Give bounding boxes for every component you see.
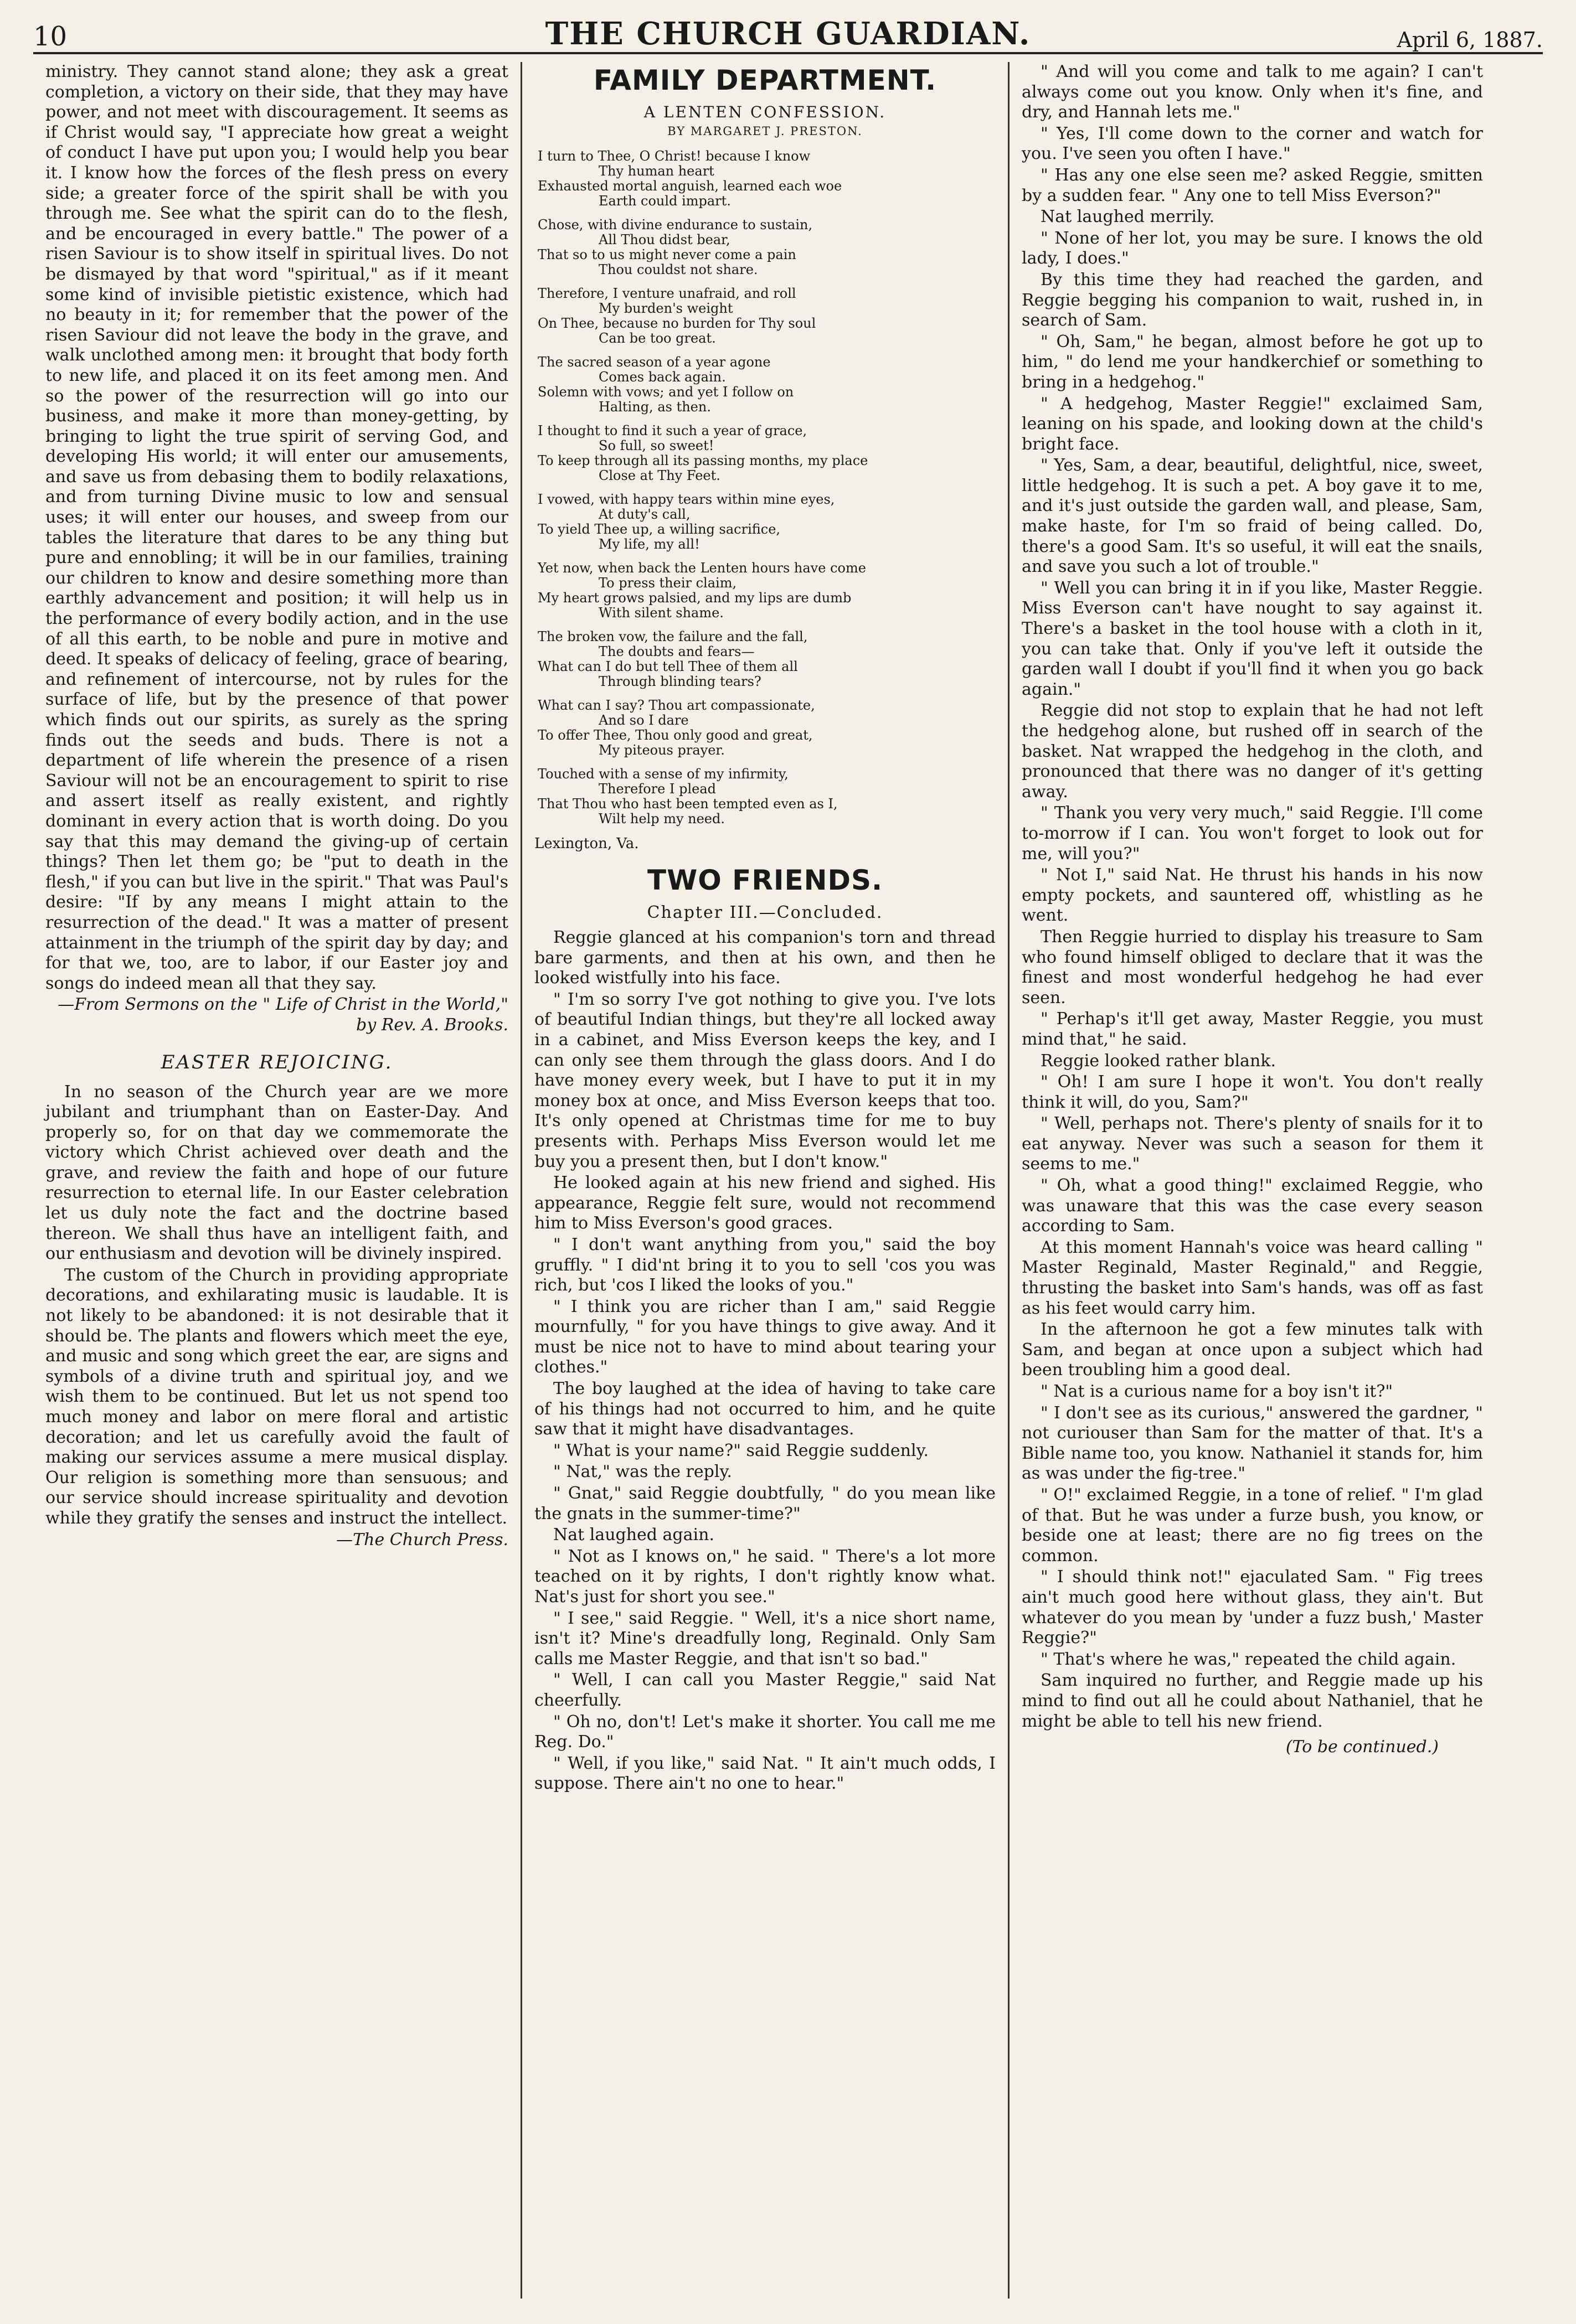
story-chapter: Chapter III.—Concluded. bbox=[647, 903, 883, 922]
paragraph: " I think you are richer than I am," said Reggie mournfully, " for you have things to give away. And it must be nice not to have to mind about tearing your clothes." bbox=[534, 1297, 996, 1377]
easter-heading: EASTER REJOICING. bbox=[161, 1051, 393, 1073]
paragraph: " Thank you very very much," said Reggie. I'll come to-morrow if I can. You won't forget to look out for me, will you?" bbox=[1022, 803, 1483, 864]
story-part-1 bbox=[534, 928, 996, 1794]
column-3 bbox=[1008, 62, 1495, 2299]
poem-line: That Thou who hast been tempted even as I, bbox=[538, 796, 838, 812]
paragraph: " And will you come and talk to me again? I can't always come out you know. Only when it's fine, and dry, and Hannah lets me." bbox=[1022, 62, 1483, 122]
ministry-citation: —From Sermons on the " Life of Christ in the World," by Rev. A. Brooks. bbox=[58, 995, 508, 1035]
paragraph: Then Reggie hurried to display his treasure to Sam who found himself obliged to declare that it was the finest and most wonderful hedgehog he had ever seen. bbox=[1022, 927, 1483, 1008]
paragraph: Nat laughed merrily. bbox=[1041, 207, 1215, 227]
poem-title: A LENTEN CONFESSION. bbox=[643, 103, 887, 121]
paragraph: " Well you can bring it in if you like, Master Reggie. Miss Everson can't have nought to say against it. There's a basket in the tool house with a cloth in it, you can take that. Only if you've left it outside the garden wall I doubt if you'll find it when you go back again." bbox=[1022, 578, 1483, 699]
poem-line: At duty's call, bbox=[599, 507, 691, 522]
paragraph: " I don't see as its curious," answered the gardner, " not curiouser than Sam for the matter of that. It's a Bible name too, you know. Nathaniel it stands for, him as was under the fig-tree." bbox=[1022, 1403, 1483, 1484]
paragraph: The boy laughed at the idea of having to take care of his things had not occurred to him, and he quite saw that it might have disadvantages. bbox=[534, 1379, 996, 1439]
poem-byline: BY MARGARET J. PRESTON. bbox=[667, 125, 863, 138]
poem-line: Comes back again. bbox=[599, 369, 726, 385]
poem-line: All Thou didst bear, bbox=[599, 232, 730, 247]
paragraph: " Not as I knows on," he said. " There's a lot more teached on it by rights, I don't rightly know what. Nat's just for short you see." bbox=[534, 1546, 996, 1607]
poem-line: To offer Thee, Thou only good and great, bbox=[538, 727, 813, 743]
poem-line: Touched with a sense of my infirmity, bbox=[538, 766, 789, 782]
poem-line: So full, so sweet! bbox=[599, 438, 714, 453]
poem-line: Close at Thy Feet. bbox=[599, 468, 720, 483]
poem-line: To keep through all its passing months, my place bbox=[538, 453, 868, 468]
poem-line: Therefore I plead bbox=[599, 781, 717, 797]
paragraph: " Oh, what a good thing!" exclaimed Reggie, who was unaware that this was the case every season according to Sam. bbox=[1022, 1176, 1483, 1236]
poem-line: On Thee, because no burden for Thy soul bbox=[538, 316, 816, 331]
paragraph: Sam inquired no further, and Reggie made up his mind to find out all he could about Nathaniel, that he might be able to tell his new friend. bbox=[1022, 1671, 1483, 1731]
paragraph: " Yes, I'll come down to the corner and watch for you. I've seen you often I have." bbox=[1022, 123, 1483, 164]
poem-line: I thought to find it such a year of grace, bbox=[538, 423, 807, 438]
poem-line: And so I dare bbox=[599, 712, 689, 728]
poem-line: I turn to Thee, O Christ! because I know bbox=[538, 148, 811, 164]
paragraph: ministry. They cannot stand alone; they ask a great completion, a victory on their side, that they may have power, and not meet with discouragement. It seems as if Christ would say, "I appreciate how great a weight of conduct I have put upon you; I would help you bear it. I know how the forces of the flesh press on every side; a greater force of the spirit shall be with you through me. See what the spirit can do to the flesh, and be encouraged in every battle." The power of a risen Saviour is to show itself in spiritual lives. Do not be dismayed by that word "spiritual," as if it meant some kind of invisible pietistic existence, which had no beauty in it; for remember that the power of the risen Saviour did not leave the body in the grave, and walk unclothed among men: it brought that body forth to new life, and placed it on its feet among men. And so the power of the resurrection will go into our business, and make it more than money-getting, by bringing to light the true spirit of serving God, and developing His world; it will enter our amusements, and save us from debasing them to bodily relaxations, and from turning Divine music to low and sensual uses; it will enter our houses, and sweep from our tables the literature that dares to be any thing but pure and ennobling; it will be in our families, training our children to know and desire something more than earthly advancement and position; it will help us in the performance of every bodily action, and in the use of all this earth, to be noble and pure in motive and deed. It speaks of delicacy of feeling, grace of bearing, and refinement of intercourse, not by rules for the surface of life, but by the presence of that power which finds out our spirits, as surely as the spring finds out the seeds and buds. There is not a department of life wherein the presence of a risen Saviour will not be an encouragement to spirit to rise and assert itself as really existent, and rightly dominant in every action that is worth doing. Do you say that this may demand the giving-up of certain things? Then let them go; be "put to death in the flesh," if you can but live in the spirit." That was Paul's desire: "If by any means I might attain to the resurrection of the dead." It was a matter of present attainment in the triumph of the spirit day by day; and for that we, too, are to labor, if our Easter joy and songs do indeed mean all that they say. bbox=[45, 62, 508, 993]
poem-line: Can be too great. bbox=[599, 330, 716, 346]
poem-line: Chose, with divine endurance to sustain, bbox=[538, 217, 813, 233]
paragraph: " Nat is a curious name for a boy isn't it?" bbox=[1041, 1382, 1393, 1401]
paragraph: " Well, I can call you Master Reggie," said Nat cheerfully. bbox=[534, 1670, 996, 1710]
story-part-2 bbox=[1022, 62, 1483, 1732]
poem-line: The doubts and fears— bbox=[599, 644, 755, 659]
poem-line: Thy human heart bbox=[599, 163, 714, 179]
poem-line: Halting, as then. bbox=[599, 399, 711, 415]
poem-line: Earth could impart. bbox=[599, 193, 731, 209]
issue-date: April 6, 1887. bbox=[1397, 28, 1543, 52]
paragraph: " Has any one else seen me? asked Reggie, smitten by a sudden fear. " Any one to tell Miss Everson?" bbox=[1022, 165, 1483, 205]
poem-stanza bbox=[538, 149, 996, 209]
newspaper-title: THE CHURCH GUARDIAN. bbox=[545, 16, 1031, 52]
paragraph: " Perhap's it'll get away, Master Reggie, you must mind that," he said. bbox=[1022, 1009, 1483, 1049]
poem-line: Solemn with vows; and yet I follow on bbox=[538, 384, 794, 400]
poem-line: What can I say? Thou art compassionate, bbox=[538, 698, 815, 713]
paragraph: The custom of the Church in providing appropriate decorations, and exhilarating music is laudable. It is not likely to be abandoned: it is not desirable that it should be. The plants and flowers which meet the eye, and music and song which greet the ear, are signs and symbols of a divine truth and spiritual joy, and we wish them to be continued. But let us not spend too much money and labor on mere floral and artistic decoration; and let us carefully avoid the fault of making our services assume a mere musical display. Our religion is something more than sensuous; and our service should increase spirituality and devotion while they gratify the senses and instruct the intellect. bbox=[45, 1265, 508, 1528]
paragraph: By this time they had reached the garden, and Reggie begging his companion to wait, rushed in, in search of Sam. bbox=[1022, 270, 1483, 330]
poem-stanza bbox=[538, 218, 996, 277]
poem-line: My life, my all! bbox=[599, 536, 700, 552]
column-2 bbox=[521, 62, 1008, 2299]
poem-stanza bbox=[538, 767, 996, 827]
poem-line: Through blinding tears? bbox=[599, 674, 761, 689]
paragraph: " I'm so sorry I've got nothing to give you. I've lots of beautiful Indian things, but they're all locked away in a cabinet, and Miss Everson keeps the key, and I can only see them through the glass doors. And I do have money every week, but I have to put it in my money box at once, and Miss Everson keeps that too. It's only opened at Christmas time for me to buy presents with. Perhaps Miss Everson would let me buy you a present then, but I don't know." bbox=[534, 989, 996, 1171]
poem-stanza bbox=[538, 492, 996, 552]
paragraph: " Gnat," said Reggie doubtfully, " do you mean like the gnats in the summer-time?" bbox=[534, 1484, 996, 1523]
poem-line: The broken vow, the failure and the fall, bbox=[538, 629, 808, 644]
poem-line: My burden's weight bbox=[599, 301, 733, 316]
paragraph: " Oh, Sam," he began, almost before he got up to him, " do lend me your handkerchief or something to bring in a hedgehog." bbox=[1022, 332, 1483, 392]
paragraph: " That's where he was," repeated the child again. bbox=[1041, 1649, 1456, 1669]
paragraph: " Oh no, don't! Let's make it shorter. You call me me Reg. Do." bbox=[534, 1712, 996, 1752]
easter-article bbox=[45, 1082, 508, 1529]
poem-stanza bbox=[538, 424, 996, 483]
page-number: 10 bbox=[33, 21, 68, 52]
poem-place: Lexington, Va. bbox=[534, 835, 639, 852]
easter-citation: —The Church Press. bbox=[336, 1530, 508, 1550]
paragraph: " Well, perhaps not. There's plenty of snails for it to eat anyway. Never was such a season for them it seems to me." bbox=[1022, 1114, 1483, 1174]
poem bbox=[538, 149, 996, 827]
poem-line: To yield Thee up, a willing sacrifice, bbox=[538, 521, 781, 537]
ministry-article bbox=[45, 62, 508, 994]
poem-stanza bbox=[538, 629, 996, 689]
poem-line: With silent shame. bbox=[599, 605, 724, 621]
to-be-continued: (To be continued.) bbox=[1285, 1737, 1439, 1757]
paragraph: Nat laughed again. bbox=[553, 1525, 714, 1545]
paragraph: " I see," said Reggie. " Well, it's a nice short name, isn't it? Mine's dreadfully long, Reginald. Only Sam calls me Master Reggie, and that isn't so bad." bbox=[534, 1608, 996, 1669]
paragraph: " I don't want anything from you," said the boy gruffly. " I did'nt bring it to you to sell 'cos you was rich, but 'cos I liked the looks of you." bbox=[534, 1235, 996, 1295]
poem-line: My piteous prayer. bbox=[599, 742, 725, 758]
poem-stanza bbox=[538, 286, 996, 346]
paragraph: In the afternoon he got a few minutes talk with Sam, and began at once upon a subject which had been troubling him a good deal. bbox=[1022, 1320, 1483, 1380]
family-department-heading: FAMILY DEPARTMENT. bbox=[593, 64, 937, 96]
paragraph: " Well, if you like," said Nat. " It ain't much odds, I suppose. There ain't no one to hear." bbox=[534, 1753, 996, 1794]
poem-line: I vowed, with happy tears within mine eyes, bbox=[538, 492, 835, 507]
masthead bbox=[33, 12, 1543, 54]
paragraph: At this moment Hannah's voice was heard calling " Master Reginald, Master Reginald," and Reggie, thrusting the basket into Sam's hands, was off as fast as his feet would carry him. bbox=[1022, 1237, 1483, 1318]
paragraph: Reggie did not stop to explain that he had not left the hedgehog alone, but rushed off in search of the basket. Nat wrapped the hedgehog in the cloth, and pronounced that there was no danger of it's getting away. bbox=[1022, 701, 1483, 802]
poem-stanza bbox=[538, 355, 996, 415]
paragraph: " O!" exclaimed Reggie, in a tone of relief. " I'm glad of that. But he was under a furze bush, you know, or beside one at least; there are no fig trees on the common. bbox=[1022, 1485, 1483, 1566]
poem-line: What can I do but tell Thee of them all bbox=[538, 659, 798, 674]
poem-line: Exhausted mortal anguish, learned each woe bbox=[538, 178, 842, 194]
paragraph: Reggie glanced at his companion's torn and thread bare garments, and then at his own, and then he looked wistfully into his face. bbox=[534, 928, 996, 988]
poem-line: That so to us might never come a pain bbox=[538, 247, 796, 262]
paragraph: In no season of the Church year are we more jubilant and triumphant than on Easter-Day. And properly so, for on that day we commemorate the victory which Christ achieved over death and the grave, and review the faith and hope of our future resurrection to eternal life. In our Easter celebration let us duly note the fact and the doctrine based thereon. We shall thus have an intelligent faith, and our enthusiasm and devotion will be divinely inspired. bbox=[45, 1082, 508, 1264]
story-heading: TWO FRIENDS. bbox=[647, 864, 883, 896]
poem-line: Wilt help my need. bbox=[599, 811, 725, 827]
paragraph: Reggie looked rather blank. bbox=[1041, 1051, 1276, 1071]
paragraph: " None of her lot, you may be sure. I knows the old lady, I does." bbox=[1022, 228, 1483, 268]
poem-line: The sacred season of a year agone bbox=[538, 354, 771, 370]
poem-stanza bbox=[538, 561, 996, 621]
columns bbox=[33, 62, 1543, 2299]
column-1 bbox=[33, 62, 521, 2299]
poem-line: My heart grows palsied, and my lips are dumb bbox=[538, 590, 852, 606]
paragraph: " Yes, Sam, a dear, beautiful, delightful, nice, sweet, little hedgehog. It is such a pet. A boy gave it to me, and it's just outside the garden wall, and please, Sam, make haste, for I'm so fraid of being called. Do, there's a good Sam. It's so useful, it will eat the snails, and save you such a lot of trouble." bbox=[1022, 456, 1483, 577]
paragraph: " I should think not!" ejaculated Sam. " Fig trees ain't much good here without glass, they ain't. But whatever do you mean by 'under a fuzz bush,' Master Reggie?" bbox=[1022, 1567, 1483, 1648]
paragraph: " A hedgehog, Master Reggie!" exclaimed Sam, leaning on his spade, and looking down at the child's bright face. bbox=[1022, 394, 1483, 454]
poem-line: Therefore, I venture unafraid, and roll bbox=[538, 286, 796, 301]
poem-line: Yet now, when back the Lenten hours have come bbox=[538, 560, 866, 576]
paragraph: " Nat," was the reply. bbox=[553, 1462, 732, 1482]
paragraph: " Not I," said Nat. He thrust his hands in his now empty pockets, and sauntered off, whistling as he went. bbox=[1022, 865, 1483, 926]
paragraph: " What is your name?" said Reggie suddenly. bbox=[553, 1440, 929, 1460]
poem-line: To press their claim, bbox=[599, 575, 737, 591]
paragraph: He looked again at his new friend and sighed. His appearance, Reggie felt sure, would not recommend him to Miss Everson's good graces. bbox=[534, 1173, 996, 1233]
poem-line: Thou couldst not share. bbox=[599, 262, 758, 277]
paragraph: " Oh! I am sure I hope it won't. You don't really think it will, do you, Sam?" bbox=[1022, 1072, 1483, 1112]
poem-stanza bbox=[538, 698, 996, 758]
